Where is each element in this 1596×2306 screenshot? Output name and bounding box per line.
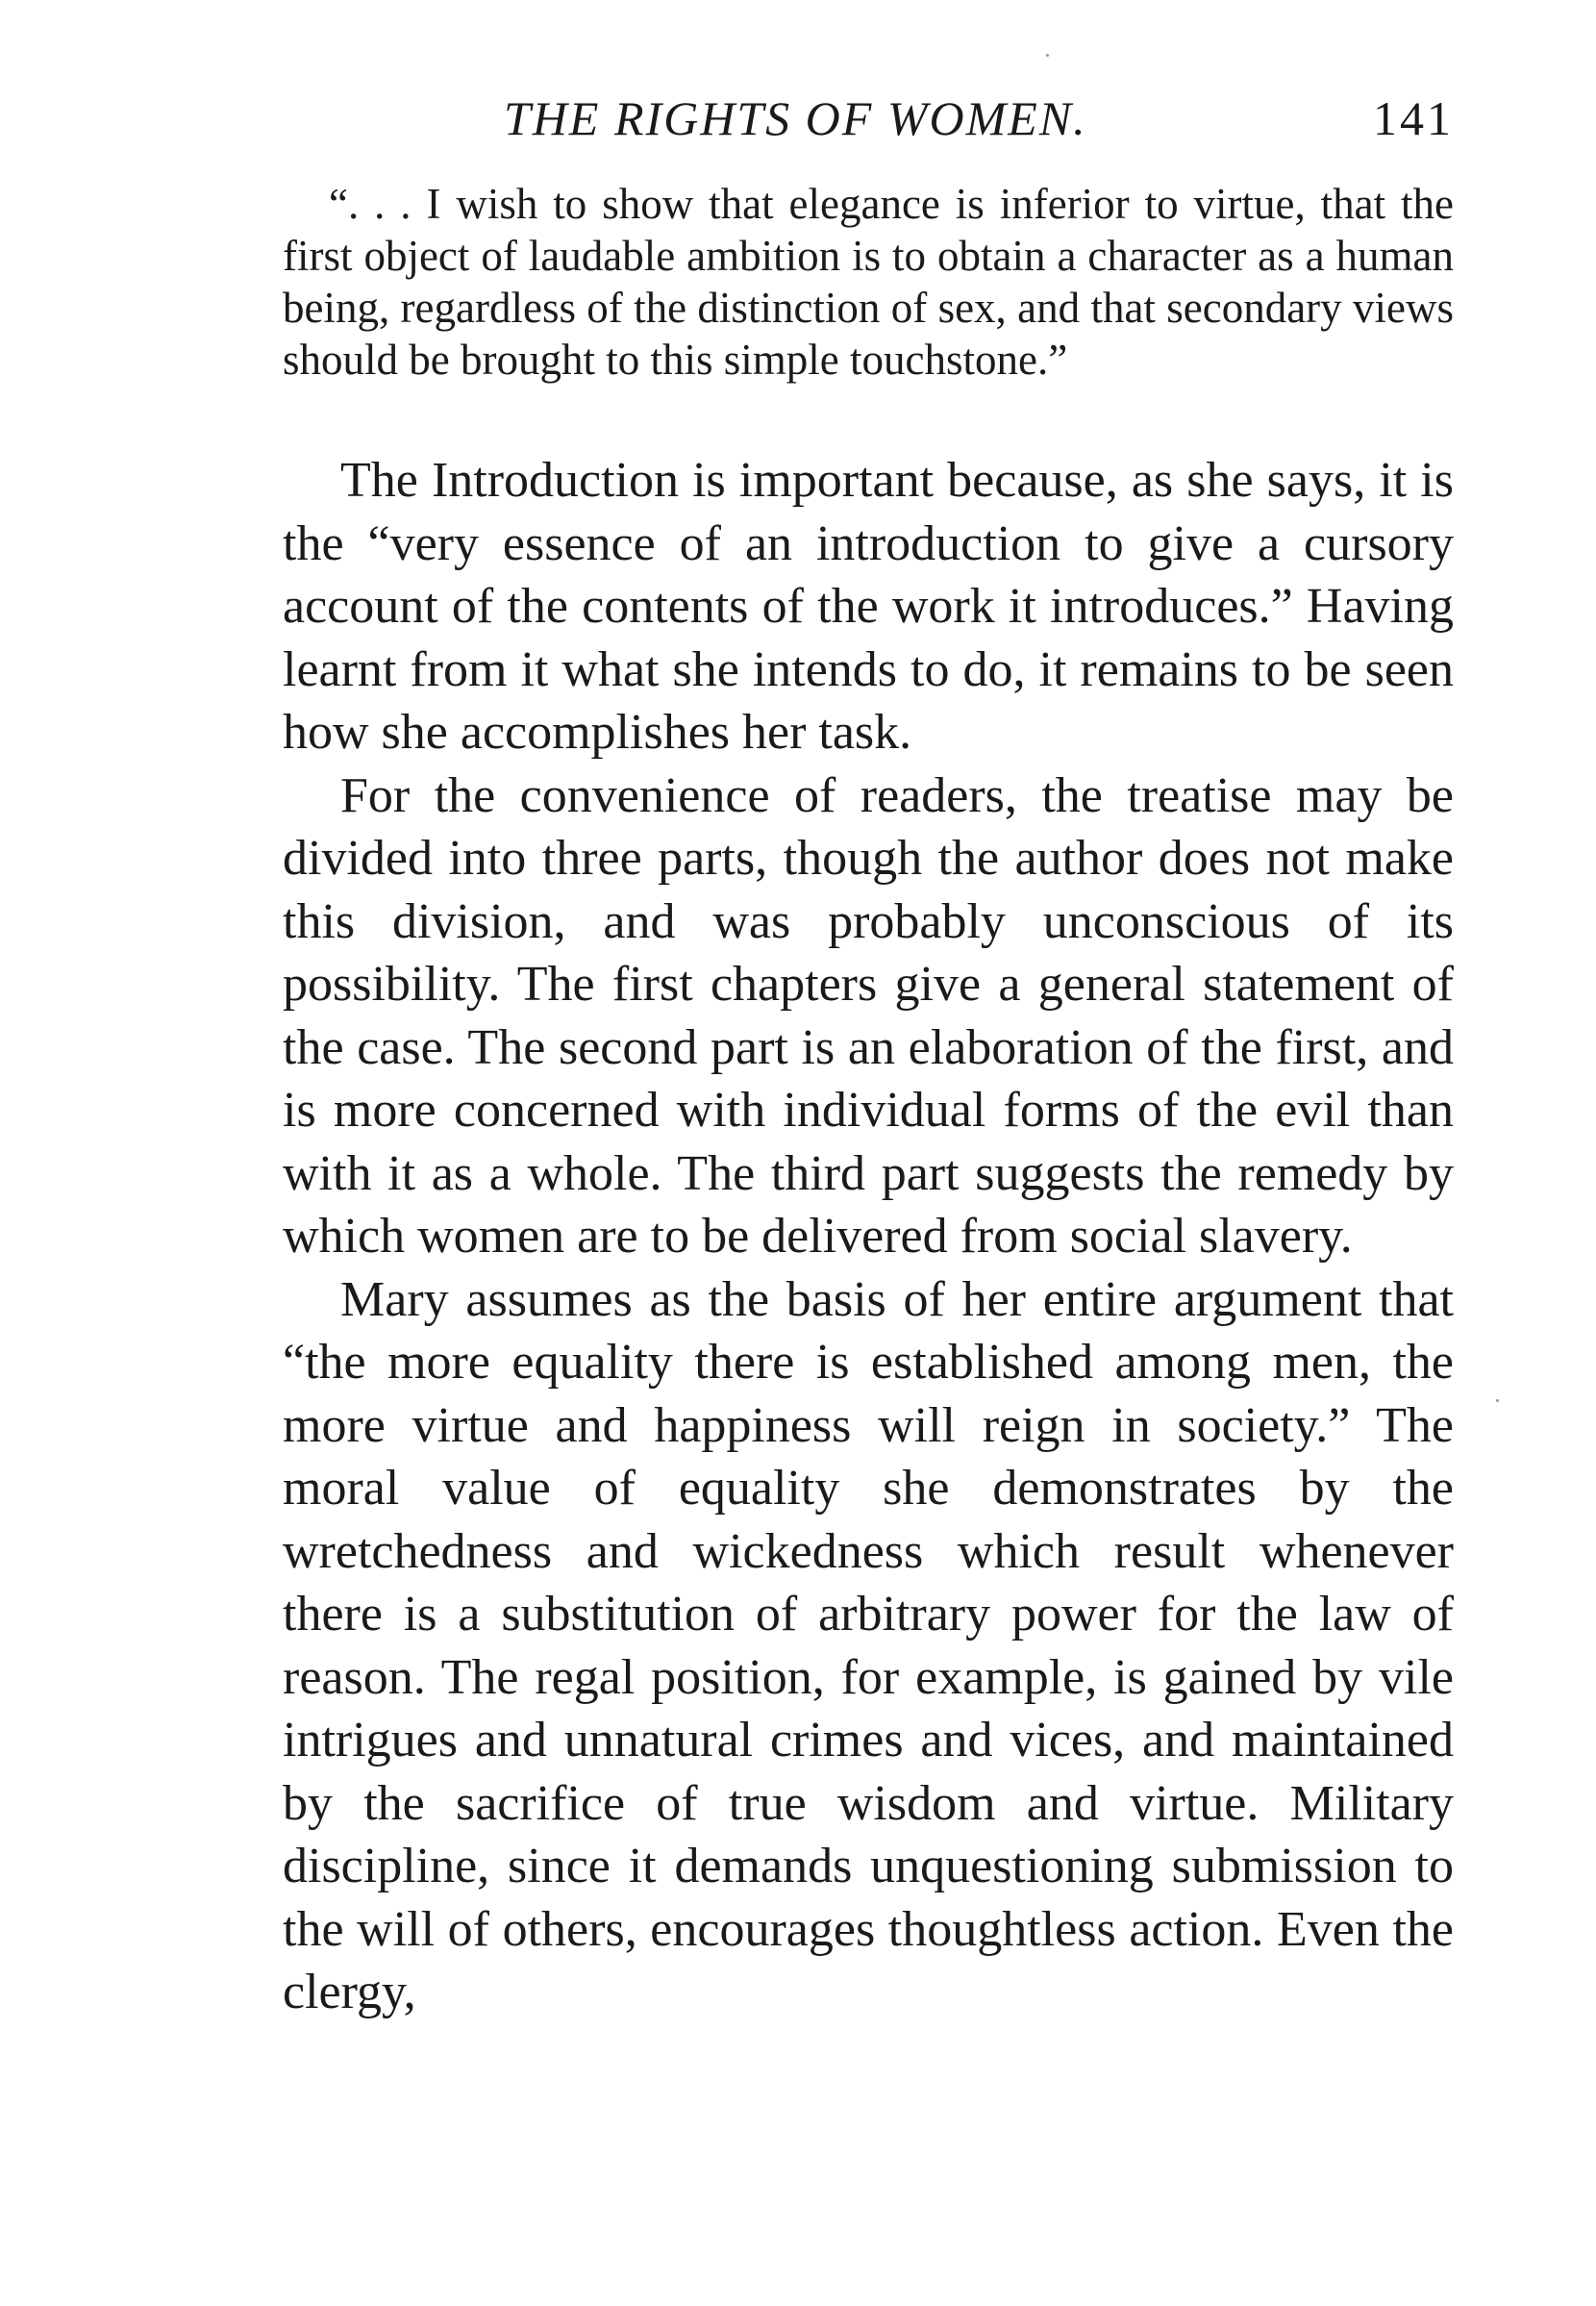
running-title: THE RIGHTS OF WOMEN. [504,91,1087,145]
paragraph: The Introduction is important because, as she says, it is the “very essence of an introduction to give a cursory account of the contents of the work it introduces.” Having learnt from it what she intends to do, it remains to be seen how she accomplishes her task. [283,453,1454,760]
body-text [283,178,1454,2024]
paragraph: Mary assumes as the basis of her entire argument that “the more equality there is established among men, the more virtue and happiness will reign in society.” The moral value of equality she demonstrates by the wretchedness and wickedness which result whenever there is a substitution of arbitrary power for the law of reason. The regal position, for example, is gained by vile intrigues and unnatural crimes and vices, and maintained by the sacrifice of true wisdom and virtue. Military discipline, since it demands unquestioning submission to the will of others, encourages thoughtless action. Even the clergy, [283,1271,1454,2019]
paragraph: For the convenience of readers, the treatise may be divided into three parts, though the author does not make this division, and was probably unconscious of its possibility. The first chapters give a general statement of the case. The second part is an elaboration of the first, and is more concerned with individual forms of the evil than with it as a whole. The third part suggests the remedy by which women are to be delivered from social slavery. [283,767,1454,1264]
running-head [285,85,1454,152]
page-number: 141 [1373,91,1454,145]
paper-speck [1496,1399,1499,1402]
paper-speck [1046,54,1049,57]
block-quote: “. . . I wish to show that elegance is inferior to virtue, that the first object of laudable ambition is to obtain a character as a human being, regardless of the distinction of sex, and that secondary views should be brought to this simple touchstone.” [283,180,1454,384]
